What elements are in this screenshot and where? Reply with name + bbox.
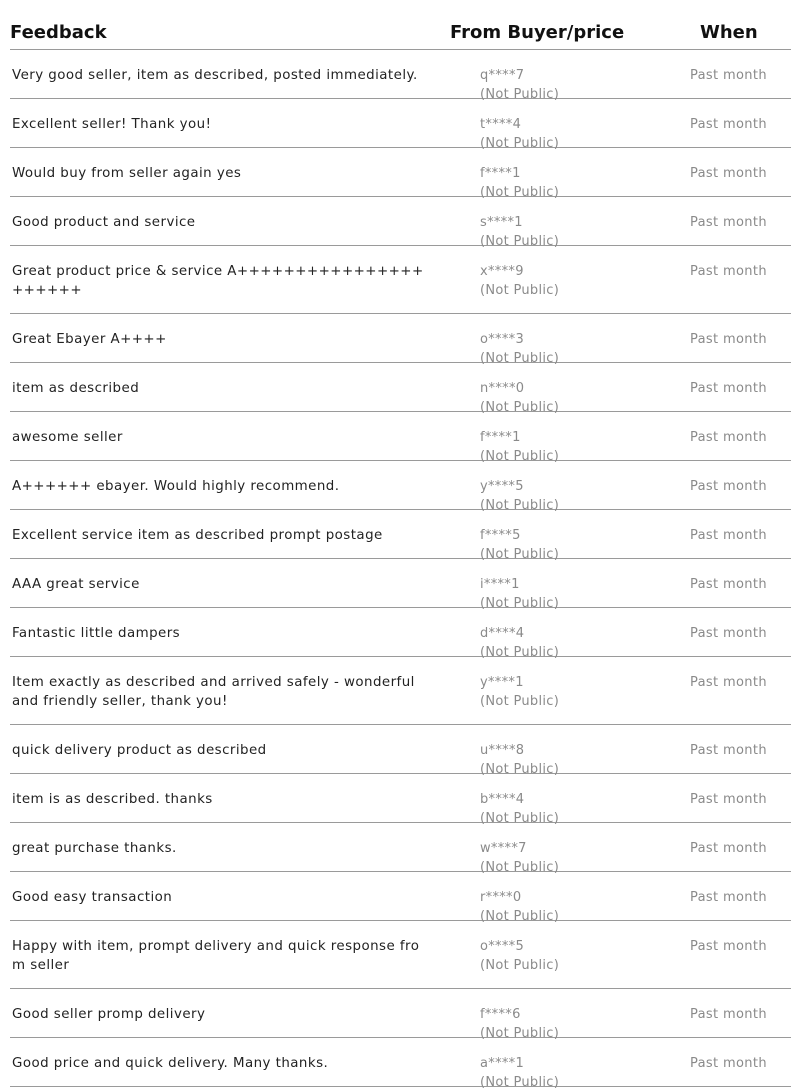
buyer-visibility: (Not Public) [480,234,560,249]
header-from-buyer-price: From Buyer/price [450,22,625,43]
buyer-visibility: (Not Public) [480,351,560,366]
when-text: Past month [690,215,767,230]
buyer-id: n****0 [480,381,525,396]
buyer-visibility: (Not Public) [480,909,560,924]
table-row [10,725,791,777]
buyer-visibility: (Not Public) [480,860,560,875]
feedback-text: A++++++ ebayer. Would highly recommend. [12,479,340,494]
buyer-id: f****1 [480,430,521,445]
table-row [10,99,791,151]
buyer-id: d****4 [480,626,525,641]
table-row [10,989,791,1041]
table-row [10,461,791,513]
table-row [10,657,791,725]
table-row [10,823,791,875]
buyer-id: o****3 [480,332,525,347]
when-text: Past month [690,1007,767,1022]
feedback-text: Fantastic little dampers [12,626,181,641]
when-text: Past month [690,939,767,954]
table-header [10,0,791,50]
buyer-id: f****5 [480,528,521,543]
buyer-id: a****1 [480,1056,525,1071]
table-row [10,872,791,924]
buyer-id: f****1 [480,166,521,181]
when-text: Past month [690,166,767,181]
buyer-id: q****7 [480,68,525,83]
buyer-cell [480,937,559,975]
table-row [10,510,791,562]
feedback-text: item as described [12,381,140,396]
feedback-text: great purchase thanks. [12,841,177,856]
buyer-visibility: (Not Public) [480,1075,560,1090]
feedback-text: Great Ebayer A++++ [12,332,167,347]
feedback-text: quick delivery product as described [12,743,267,758]
buyer-visibility: (Not Public) [480,958,560,973]
when-text: Past month [690,117,767,132]
table-row [10,774,791,826]
feedback-text: Good price and quick delivery. Many thanks. [12,1056,329,1071]
table-row [10,412,791,464]
table-row [10,921,791,989]
when-text: Past month [690,792,767,807]
buyer-visibility: (Not Public) [480,1026,560,1041]
table-body [10,50,791,1090]
when-text: Past month [690,332,767,347]
header-when: When [700,22,758,43]
buyer-id: w****7 [480,841,527,856]
buyer-id: y****5 [480,479,524,494]
when-text: Past month [690,890,767,905]
table-row [10,1038,791,1090]
buyer-visibility: (Not Public) [480,87,560,102]
buyer-id: o****5 [480,939,525,954]
buyer-visibility: (Not Public) [480,449,560,464]
buyer-cell [480,1054,559,1092]
table-row [10,314,791,366]
when-text: Past month [690,381,767,396]
feedback-text: Item exactly as described and arrived safely - wonderful and friendly seller, thank you! [12,675,415,709]
buyer-visibility: (Not Public) [480,547,560,562]
feedback-text: Excellent seller! Thank you! [12,117,212,132]
buyer-id: s****1 [480,215,523,230]
feedback-text: Good product and service [12,215,196,230]
when-text: Past month [690,1056,767,1071]
table-row [10,197,791,249]
table-row [10,608,791,660]
when-text: Past month [690,626,767,641]
table-row [10,50,791,102]
when-text: Past month [690,577,767,592]
feedback-table [10,0,791,1090]
when-text: Past month [690,841,767,856]
feedback-text: Very good seller, item as described, posted immediately. [12,68,418,83]
buyer-visibility: (Not Public) [480,694,560,709]
buyer-cell [480,262,559,300]
buyer-id: i****1 [480,577,520,592]
buyer-id: r****0 [480,890,522,905]
when-text: Past month [690,430,767,445]
header-feedback: Feedback [10,22,107,43]
feedback-text: Good easy transaction [12,890,173,905]
table-row [10,148,791,200]
buyer-id: b****4 [480,792,525,807]
buyer-visibility: (Not Public) [480,762,560,777]
table-row [10,246,791,314]
buyer-visibility: (Not Public) [480,645,560,660]
when-text: Past month [690,528,767,543]
buyer-id: x****9 [480,264,524,279]
buyer-visibility: (Not Public) [480,185,560,200]
table-row [10,559,791,611]
buyer-id: t****4 [480,117,522,132]
feedback-text: Great product price & service A++++++++++++++++++++++ [12,264,424,298]
when-text: Past month [690,743,767,758]
feedback-text: AAA great service [12,577,140,592]
when-text: Past month [690,264,767,279]
feedback-text: item is as described. thanks [12,792,213,807]
buyer-visibility: (Not Public) [480,498,560,513]
feedback-text: Good seller promp delivery [12,1007,206,1022]
buyer-visibility: (Not Public) [480,283,560,298]
buyer-cell [480,673,559,711]
when-text: Past month [690,479,767,494]
buyer-visibility: (Not Public) [480,811,560,826]
buyer-visibility: (Not Public) [480,596,560,611]
buyer-id: f****6 [480,1007,521,1022]
feedback-text: Excellent service item as described prompt postage [12,528,383,543]
when-text: Past month [690,675,767,690]
table-row [10,363,791,415]
buyer-visibility: (Not Public) [480,400,560,415]
feedback-text: Happy with item, prompt delivery and quick response from seller [12,939,420,973]
feedback-text: Would buy from seller again yes [12,166,242,181]
feedback-text: awesome seller [12,430,123,445]
buyer-id: u****8 [480,743,525,758]
buyer-id: y****1 [480,675,524,690]
buyer-visibility: (Not Public) [480,136,560,151]
when-text: Past month [690,68,767,83]
